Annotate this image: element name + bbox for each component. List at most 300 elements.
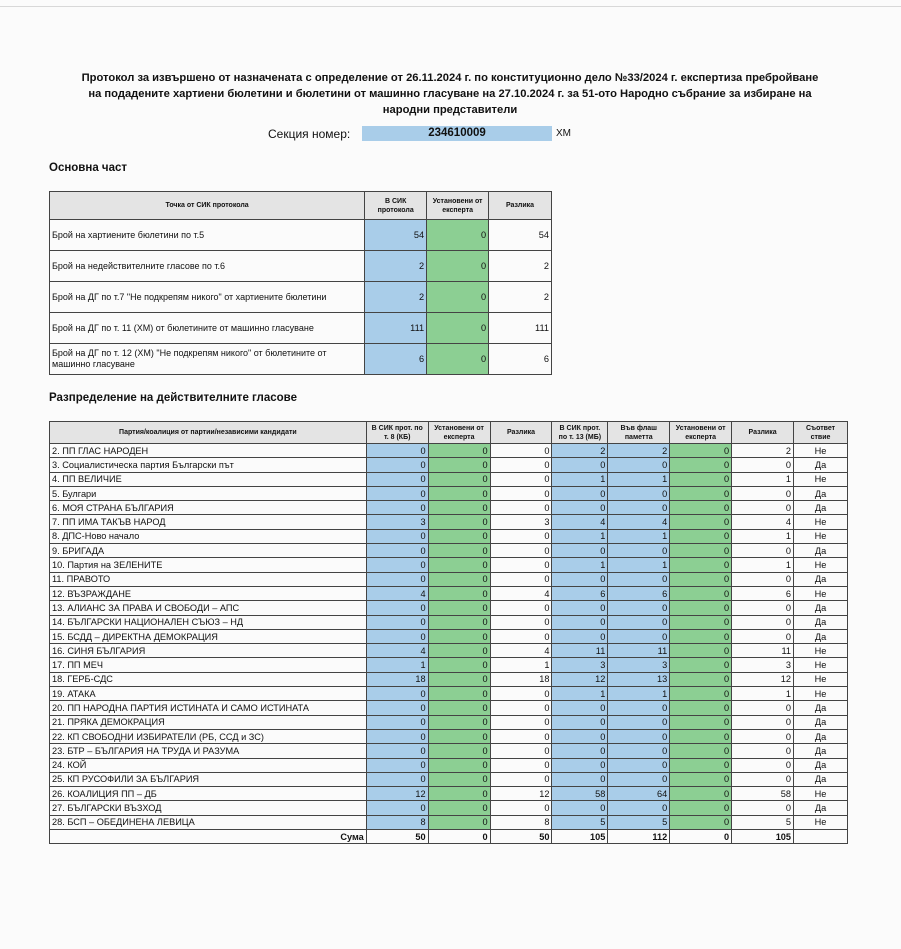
flash-memory-votes: 0	[608, 744, 670, 758]
sik-paper-votes: 0	[366, 801, 428, 815]
sik-machine-votes: 6	[552, 586, 608, 600]
expert-machine-votes: 0	[670, 744, 732, 758]
machine-difference: 11	[732, 644, 794, 658]
machine-difference: 12	[732, 672, 794, 686]
difference-value: 2	[489, 251, 552, 282]
expert-paper-votes: 0	[428, 486, 490, 500]
sik-paper-votes: 3	[366, 515, 428, 529]
sik-machine-votes: 0	[552, 544, 608, 558]
expert-machine-votes: 0	[670, 486, 732, 500]
sik-paper-votes: 12	[366, 787, 428, 801]
sik-machine-votes: 1	[552, 558, 608, 572]
dist-header: Във флаш паметта	[608, 422, 670, 444]
expert-paper-votes: 0	[428, 529, 490, 543]
party-row	[50, 758, 848, 772]
party-name: 19. АТАКА	[50, 687, 367, 701]
sik-paper-votes: 0	[366, 687, 428, 701]
paper-difference: 0	[490, 615, 552, 629]
match-status: Не	[794, 644, 848, 658]
expert-machine-votes: 0	[670, 472, 732, 486]
expert-machine-votes: 0	[670, 615, 732, 629]
sik-machine-votes: 0	[552, 501, 608, 515]
sum-sik-paper-votes: 50	[366, 830, 428, 844]
expert-paper-votes: 0	[428, 701, 490, 715]
flash-memory-votes: 4	[608, 515, 670, 529]
match-status: Да	[794, 729, 848, 743]
machine-difference: 0	[732, 615, 794, 629]
match-status: Не	[794, 558, 848, 572]
sik-value: 6	[365, 344, 427, 375]
party-name: 14. БЪЛГАРСКИ НАЦИОНАЛЕН СЪЮЗ – НД	[50, 615, 367, 629]
expert-value: 0	[427, 220, 489, 251]
sik-machine-votes: 0	[552, 701, 608, 715]
party-name: 3. Социалистическа партия Български път	[50, 458, 367, 472]
expert-paper-votes: 0	[428, 787, 490, 801]
match-status: Да	[794, 501, 848, 515]
main-header: Установени от експерта	[427, 192, 489, 220]
sum-row	[50, 830, 848, 844]
machine-difference: 0	[732, 486, 794, 500]
match-status: Да	[794, 801, 848, 815]
sik-paper-votes: 0	[366, 529, 428, 543]
machine-difference: 2	[732, 444, 794, 458]
party-row	[50, 772, 848, 786]
title-line: на подадените хартиени бюлетини и бюлетини от машинно гласуване на 27.10.2024 г. за 51-ото Народно събрание за избиране на	[88, 88, 812, 100]
difference-value: 111	[489, 313, 552, 344]
sik-machine-votes: 1	[552, 687, 608, 701]
difference-value: 54	[489, 220, 552, 251]
flash-memory-votes: 0	[608, 701, 670, 715]
match-status: Не	[794, 529, 848, 543]
party-row	[50, 444, 848, 458]
expert-paper-votes: 0	[428, 729, 490, 743]
party-row	[50, 529, 848, 543]
sum-paper-difference: 50	[490, 830, 552, 844]
expert-paper-votes: 0	[428, 801, 490, 815]
sik-machine-votes: 0	[552, 572, 608, 586]
paper-difference: 18	[490, 672, 552, 686]
expert-machine-votes: 0	[670, 787, 732, 801]
match-status: Да	[794, 629, 848, 643]
machine-difference: 0	[732, 601, 794, 615]
expert-machine-votes: 0	[670, 515, 732, 529]
paper-difference: 0	[490, 715, 552, 729]
flash-memory-votes: 11	[608, 644, 670, 658]
expert-paper-votes: 0	[428, 715, 490, 729]
match-status: Не	[794, 815, 848, 829]
expert-paper-votes: 0	[428, 572, 490, 586]
flash-memory-votes: 64	[608, 787, 670, 801]
match-status: Да	[794, 458, 848, 472]
sum-expert-paper-votes: 0	[428, 830, 490, 844]
machine-difference: 0	[732, 501, 794, 515]
sum-sik-machine-votes: 105	[552, 830, 608, 844]
sik-paper-votes: 0	[366, 701, 428, 715]
paper-difference: 0	[490, 486, 552, 500]
party-row	[50, 486, 848, 500]
expert-machine-votes: 0	[670, 687, 732, 701]
expert-machine-votes: 0	[670, 601, 732, 615]
match-status: Не	[794, 586, 848, 600]
expert-machine-votes: 0	[670, 758, 732, 772]
party-name: 21. ПРЯКА ДЕМОКРАЦИЯ	[50, 715, 367, 729]
party-name: 17. ПП МЕЧ	[50, 658, 367, 672]
party-row	[50, 572, 848, 586]
main-row	[50, 344, 552, 375]
sik-machine-votes: 3	[552, 658, 608, 672]
machine-difference: 1	[732, 472, 794, 486]
expert-machine-votes: 0	[670, 501, 732, 515]
sik-machine-votes: 4	[552, 515, 608, 529]
machine-difference: 3	[732, 658, 794, 672]
party-name: 7. ПП ИМА ТАКЪВ НАРОД	[50, 515, 367, 529]
paper-difference: 0	[490, 601, 552, 615]
party-row	[50, 472, 848, 486]
distribution-table	[49, 421, 848, 844]
party-row	[50, 815, 848, 829]
expert-paper-votes: 0	[428, 672, 490, 686]
party-row	[50, 801, 848, 815]
dist-header: Партия/коалиция от партии/независими кандидати	[50, 422, 367, 444]
main-header: Разлика	[489, 192, 552, 220]
sik-paper-votes: 0	[366, 758, 428, 772]
machine-difference: 0	[732, 572, 794, 586]
party-row	[50, 687, 848, 701]
machine-difference: 0	[732, 758, 794, 772]
main-header: В СИК протокола	[365, 192, 427, 220]
expert-paper-votes: 0	[428, 544, 490, 558]
sik-paper-votes: 8	[366, 815, 428, 829]
expert-machine-votes: 0	[670, 558, 732, 572]
sik-paper-votes: 0	[366, 558, 428, 572]
expert-paper-votes: 0	[428, 586, 490, 600]
machine-difference: 0	[732, 801, 794, 815]
expert-paper-votes: 0	[428, 501, 490, 515]
match-status: Да	[794, 615, 848, 629]
expert-paper-votes: 0	[428, 744, 490, 758]
sik-paper-votes: 1	[366, 658, 428, 672]
sik-paper-votes: 0	[366, 601, 428, 615]
machine-difference: 0	[732, 772, 794, 786]
flash-memory-votes: 0	[608, 486, 670, 500]
match-status: Не	[794, 672, 848, 686]
party-row	[50, 615, 848, 629]
expert-paper-votes: 0	[428, 515, 490, 529]
sik-paper-votes: 0	[366, 458, 428, 472]
expert-paper-votes: 0	[428, 687, 490, 701]
main-row	[50, 313, 552, 344]
party-row	[50, 672, 848, 686]
match-status: Не	[794, 472, 848, 486]
machine-difference: 0	[732, 544, 794, 558]
sik-machine-votes: 0	[552, 486, 608, 500]
paper-difference: 0	[490, 529, 552, 543]
main-row	[50, 282, 552, 313]
party-row	[50, 629, 848, 643]
party-name: 8. ДПС-Ново начало	[50, 529, 367, 543]
expert-machine-votes: 0	[670, 772, 732, 786]
party-row	[50, 544, 848, 558]
sum-label: Сума	[50, 830, 367, 844]
party-row	[50, 644, 848, 658]
expert-paper-votes: 0	[428, 758, 490, 772]
sik-machine-votes: 0	[552, 744, 608, 758]
flash-memory-votes: 1	[608, 558, 670, 572]
machine-difference: 58	[732, 787, 794, 801]
sik-machine-votes: 0	[552, 715, 608, 729]
party-row	[50, 715, 848, 729]
expert-value: 0	[427, 282, 489, 313]
party-row	[50, 729, 848, 743]
flash-memory-votes: 0	[608, 715, 670, 729]
party-name: 5. Булгари	[50, 486, 367, 500]
party-row	[50, 601, 848, 615]
expert-paper-votes: 0	[428, 601, 490, 615]
paper-difference: 0	[490, 544, 552, 558]
flash-memory-votes: 0	[608, 572, 670, 586]
distribution-heading: Разпределение на действителните гласове	[49, 392, 297, 404]
machine-difference: 0	[732, 744, 794, 758]
difference-value: 6	[489, 344, 552, 375]
paper-difference: 0	[490, 572, 552, 586]
flash-memory-votes: 0	[608, 772, 670, 786]
party-name: 22. КП СВОБОДНИ ИЗБИРАТЕЛИ (РБ, ССД и ЗС)	[50, 729, 367, 743]
paper-difference: 1	[490, 658, 552, 672]
expert-paper-votes: 0	[428, 629, 490, 643]
expert-paper-votes: 0	[428, 772, 490, 786]
party-name: 26. КОАЛИЦИЯ ПП – ДБ	[50, 787, 367, 801]
sik-machine-votes: 0	[552, 629, 608, 643]
match-status: Не	[794, 444, 848, 458]
expert-machine-votes: 0	[670, 658, 732, 672]
party-name: 25. КП РУСОФИЛИ ЗА БЪЛГАРИЯ	[50, 772, 367, 786]
paper-difference: 0	[490, 629, 552, 643]
party-row	[50, 586, 848, 600]
expert-machine-votes: 0	[670, 444, 732, 458]
expert-machine-votes: 0	[670, 672, 732, 686]
paper-difference: 0	[490, 558, 552, 572]
sik-paper-votes: 4	[366, 644, 428, 658]
match-status: Да	[794, 572, 848, 586]
flash-memory-votes: 0	[608, 758, 670, 772]
flash-memory-votes: 0	[608, 615, 670, 629]
party-name: 9. БРИГАДА	[50, 544, 367, 558]
sik-machine-votes: 11	[552, 644, 608, 658]
sik-paper-votes: 0	[366, 729, 428, 743]
party-name: 13. АЛИАНС ЗА ПРАВА И СВОБОДИ – АПС	[50, 601, 367, 615]
expert-paper-votes: 0	[428, 472, 490, 486]
paper-difference: 8	[490, 815, 552, 829]
party-row	[50, 558, 848, 572]
match-status: Да	[794, 744, 848, 758]
flash-memory-votes: 0	[608, 458, 670, 472]
match-status: Да	[794, 486, 848, 500]
expert-machine-votes: 0	[670, 544, 732, 558]
expert-machine-votes: 0	[670, 644, 732, 658]
sik-paper-votes: 0	[366, 715, 428, 729]
sik-paper-votes: 0	[366, 572, 428, 586]
flash-memory-votes: 0	[608, 601, 670, 615]
paper-difference: 4	[490, 586, 552, 600]
expert-machine-votes: 0	[670, 529, 732, 543]
party-name: 11. ПРАВОТО	[50, 572, 367, 586]
sik-paper-votes: 0	[366, 472, 428, 486]
paper-difference: 0	[490, 701, 552, 715]
party-name: 6. МОЯ СТРАНА БЪЛГАРИЯ	[50, 501, 367, 515]
sum-expert-machine-votes: 0	[670, 830, 732, 844]
match-status: Не	[794, 687, 848, 701]
expert-value: 0	[427, 313, 489, 344]
paper-difference: 12	[490, 787, 552, 801]
party-name: 2. ПП ГЛАС НАРОДЕН	[50, 444, 367, 458]
paper-difference: 0	[490, 758, 552, 772]
flash-memory-votes: 0	[608, 629, 670, 643]
expert-machine-votes: 0	[670, 729, 732, 743]
machine-difference: 4	[732, 515, 794, 529]
sik-machine-votes: 0	[552, 758, 608, 772]
main-row	[50, 251, 552, 282]
difference-value: 2	[489, 282, 552, 313]
flash-memory-votes: 0	[608, 801, 670, 815]
main-part-heading: Основна част	[49, 162, 128, 174]
main-row-label: Брой на ДГ по т.7 "Не подкрепям никого" от хартиените бюлетини	[50, 282, 365, 313]
party-name: 15. БСДД – ДИРЕКТНА ДЕМОКРАЦИЯ	[50, 629, 367, 643]
machine-difference: 1	[732, 558, 794, 572]
dist-header: Установени от експерта	[670, 422, 732, 444]
expert-paper-votes: 0	[428, 658, 490, 672]
expert-paper-votes: 0	[428, 615, 490, 629]
sik-paper-votes: 0	[366, 486, 428, 500]
section-suffix: ХМ	[556, 128, 571, 139]
main-row	[50, 220, 552, 251]
sik-machine-votes: 0	[552, 801, 608, 815]
main-header: Точка от СИК протокола	[50, 192, 365, 220]
expert-machine-votes: 0	[670, 586, 732, 600]
sik-machine-votes: 1	[552, 529, 608, 543]
party-name: 27. БЪЛГАРСКИ ВЪЗХОД	[50, 801, 367, 815]
flash-memory-votes: 0	[608, 544, 670, 558]
party-name: 16. СИНЯ БЪЛГАРИЯ	[50, 644, 367, 658]
sik-machine-votes: 0	[552, 601, 608, 615]
sik-paper-votes: 18	[366, 672, 428, 686]
match-status: Да	[794, 715, 848, 729]
title-line: Протокол за извършено от назначената с определение от 26.11.2024 г. по конституционно дело №33/2024 г. експертиза пребройване	[81, 72, 819, 84]
sik-machine-votes: 0	[552, 615, 608, 629]
sik-paper-votes: 4	[366, 586, 428, 600]
match-status: Не	[794, 515, 848, 529]
party-name: 12. ВЪЗРАЖДАНЕ	[50, 586, 367, 600]
match-status: Не	[794, 658, 848, 672]
expert-machine-votes: 0	[670, 715, 732, 729]
flash-memory-votes: 0	[608, 729, 670, 743]
sik-machine-votes: 0	[552, 772, 608, 786]
paper-difference: 0	[490, 444, 552, 458]
expert-machine-votes: 0	[670, 572, 732, 586]
party-row	[50, 515, 848, 529]
sik-machine-votes: 5	[552, 815, 608, 829]
sik-value: 54	[365, 220, 427, 251]
dist-header: Установени от експерта	[428, 422, 490, 444]
flash-memory-votes: 5	[608, 815, 670, 829]
main-part-table	[49, 191, 552, 375]
sik-machine-votes: 0	[552, 458, 608, 472]
sik-paper-votes: 0	[366, 501, 428, 515]
expert-paper-votes: 0	[428, 558, 490, 572]
party-row	[50, 744, 848, 758]
party-name: 20. ПП НАРОДНА ПАРТИЯ ИСТИНАТА И САМО ИСТИНАТА	[50, 701, 367, 715]
sik-machine-votes: 58	[552, 787, 608, 801]
match-status: Не	[794, 787, 848, 801]
flash-memory-votes: 1	[608, 529, 670, 543]
machine-difference: 0	[732, 629, 794, 643]
match-status: Да	[794, 701, 848, 715]
party-row	[50, 701, 848, 715]
sum-flash-memory-votes: 112	[608, 830, 670, 844]
sik-value: 2	[365, 282, 427, 313]
machine-difference: 1	[732, 529, 794, 543]
dist-header: Разлика	[490, 422, 552, 444]
sik-machine-votes: 0	[552, 729, 608, 743]
sik-paper-votes: 0	[366, 615, 428, 629]
party-name: 23. БТР – БЪЛГАРИЯ НА ТРУДА И РАЗУМА	[50, 744, 367, 758]
paper-difference: 0	[490, 801, 552, 815]
main-row-label: Брой на ДГ по т. 12 (ХМ) "Не подкрепям никого" от бюлетините от машинно гласуване	[50, 344, 365, 375]
flash-memory-votes: 2	[608, 444, 670, 458]
paper-difference: 0	[490, 472, 552, 486]
expert-value: 0	[427, 251, 489, 282]
machine-difference: 6	[732, 586, 794, 600]
sik-value: 2	[365, 251, 427, 282]
paper-difference: 0	[490, 458, 552, 472]
party-row	[50, 501, 848, 515]
flash-memory-votes: 0	[608, 501, 670, 515]
dist-header: Разлика	[732, 422, 794, 444]
machine-difference: 0	[732, 729, 794, 743]
party-name: 4. ПП ВЕЛИЧИЕ	[50, 472, 367, 486]
match-status: Да	[794, 544, 848, 558]
paper-difference: 0	[490, 501, 552, 515]
main-row-label: Брой на недействителните гласове по т.6	[50, 251, 365, 282]
dist-header: В СИК прот. по т. 13 (МБ)	[552, 422, 608, 444]
paper-difference: 0	[490, 772, 552, 786]
sum-match-empty	[794, 830, 848, 844]
title-line: народни представители	[382, 104, 518, 116]
flash-memory-votes: 1	[608, 472, 670, 486]
flash-memory-votes: 6	[608, 586, 670, 600]
machine-difference: 1	[732, 687, 794, 701]
flash-memory-votes: 13	[608, 672, 670, 686]
expert-value: 0	[427, 344, 489, 375]
party-name: 24. КОЙ	[50, 758, 367, 772]
flash-memory-votes: 1	[608, 687, 670, 701]
section-label: Секция номер:	[268, 126, 351, 141]
paper-difference: 0	[490, 729, 552, 743]
expert-paper-votes: 0	[428, 444, 490, 458]
sik-paper-votes: 0	[366, 444, 428, 458]
match-status: Да	[794, 601, 848, 615]
party-row	[50, 658, 848, 672]
sum-machine-difference: 105	[732, 830, 794, 844]
section-number: 234610009	[362, 126, 552, 141]
party-row	[50, 458, 848, 472]
sik-paper-votes: 0	[366, 544, 428, 558]
expert-machine-votes: 0	[670, 629, 732, 643]
sik-paper-votes: 0	[366, 629, 428, 643]
sik-machine-votes: 12	[552, 672, 608, 686]
expert-machine-votes: 0	[670, 815, 732, 829]
protocol-title	[40, 70, 860, 118]
section-number-row	[268, 126, 571, 141]
